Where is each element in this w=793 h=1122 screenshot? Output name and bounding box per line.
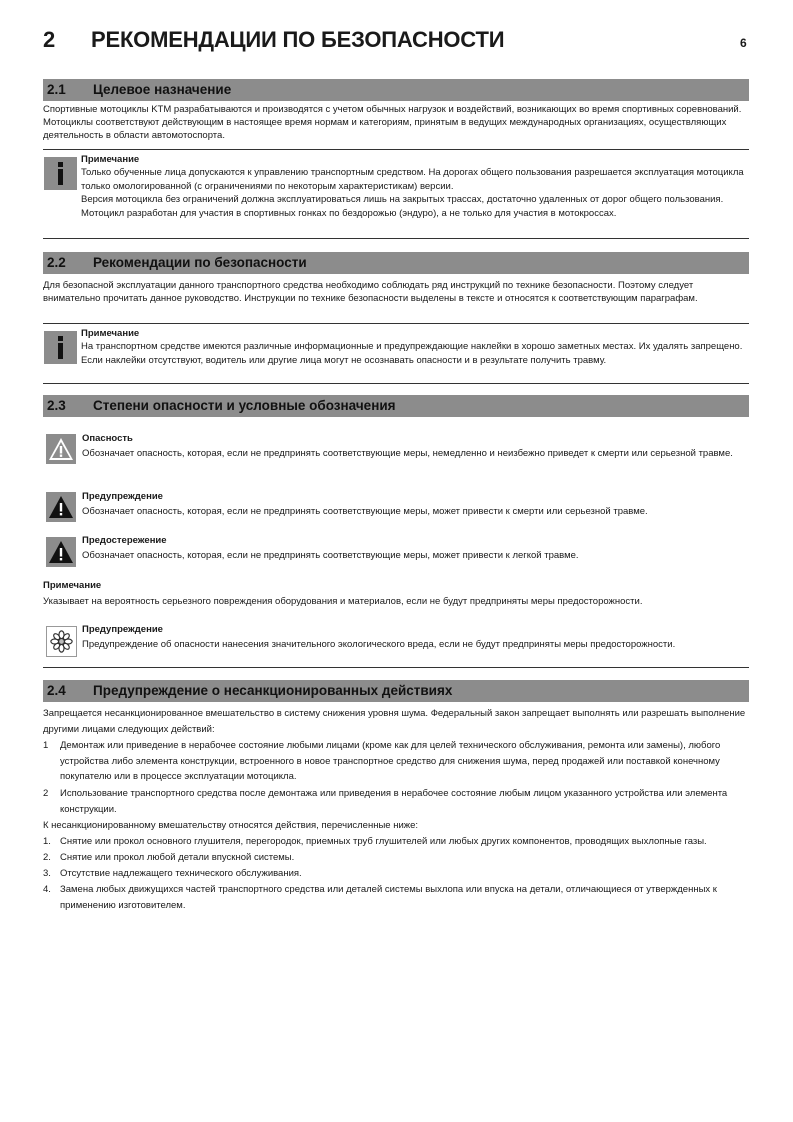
list-item-number: 2.	[43, 852, 51, 863]
note-text: Только обученные лица допускаются к управлению транспортным средством. На дорогах общего пользования разрешается эксплуатация мотоцикла только омологированной (с ограничениями по некоторым характеристикам) версии.	[81, 167, 744, 192]
section-title: Рекомендации по безопасности	[93, 255, 307, 270]
danger-icon	[46, 434, 76, 464]
list-item-number: 2	[43, 788, 49, 799]
environment-text: Предупреждение об опасности нанесения значительного экологического вреда, если не будут предприняты меры предосторожности.	[82, 639, 676, 650]
note-text: Указывает на вероятность серьезного повреждения оборудования и материалов, если не будут предприняты меры предосторожности.	[43, 596, 643, 607]
note-heading: Примечание	[81, 154, 140, 165]
list-item-text: Снятие или прокол основного глушителя, перегородок, приемных труб глушителей или любых других компонентов, проводящих выхлопные газы.	[60, 836, 707, 847]
list-item-number: 3.	[43, 868, 51, 879]
note-heading: Примечание	[81, 328, 140, 339]
caution-heading: Предостережение	[82, 535, 167, 546]
danger-text: Обозначает опасность, которая, если не предпринять соответствующие меры, немедленно и неизбежно приведет к смерти или серьезной травме.	[82, 448, 733, 459]
section-number: 2.4	[47, 683, 66, 698]
note-text: На транспортном средстве имеются различные информационные и предупреждающие наклейки в хорошо заметных местах. Их удалять запрещено. Если наклейки отсутствуют, водитель или другие лица могут не осознавать опасности и в результате получить травму.	[81, 341, 743, 366]
section-title: Степени опасности и условные обозначения	[93, 398, 396, 413]
list-item-text: Демонтаж или приведение в нерабочее состояние любыми лицами (кроме как для целей технического обслуживания, ремонта или замены), любого устройства либо элемента конструкции, встроенного в новое транспортное средство для снижения шума, перед продажей или поставкой конечному покупателю или в процессе эксплуатации мотоцикла.	[60, 740, 721, 782]
list-item-number: 1	[43, 740, 49, 751]
section-2-2-intro: Для безопасной эксплуатации данного транспортного средства необходимо соблюдать ряд инструкций по технике безопасности. Поэтому следует внимательно прочитать данное руководство. Инструкции по технике безопасности выделены в тексте и относятся к соответствующим параграфам.	[43, 280, 698, 304]
section-2-4-intro: Запрещается несанкционированное вмешательство в систему снижения уровня шума. Федеральный закон запрещает выполнять или разрешать выполнение другими лицами следующих действий:	[43, 708, 746, 735]
list-item-text: Отсутствие надлежащего технического обслуживания.	[60, 868, 302, 879]
list-item-number: 4.	[43, 884, 51, 895]
caution-icon	[46, 537, 76, 567]
section-number: 2.1	[47, 82, 66, 97]
divider	[43, 667, 749, 668]
info-icon	[44, 331, 77, 364]
section-title: Предупреждение о несанкционированных действиях	[93, 683, 453, 698]
environment-icon	[46, 626, 77, 657]
note-text: Версия мотоцикла без ограничений должна эксплуатироваться лишь на закрытых трассах, достаточно удаленных от дорог общего пользования. Мотоцикл разработан для участия в спортивных гонках по бездорожью (эндуро), а не только для участия в мотокроссах.	[81, 194, 724, 219]
actions-intro: К несанкционированному вмешательству относятся действия, перечисленные ниже:	[43, 820, 419, 831]
list-item-text: Замена любых движущихся частей транспортного средства или деталей системы выхлопа или впуска на детали, отличающиеся от утвержденных к применению изготовителем.	[60, 884, 717, 911]
list-item-number: 1.	[43, 836, 51, 847]
warning-heading: Предупреждение	[82, 491, 163, 502]
warning-text: Обозначает опасность, которая, если не предпринять соответствующие меры, может привести к смерти или серьезной травме.	[82, 506, 648, 517]
note-block-2-1	[43, 149, 749, 239]
section-2-3-header	[43, 395, 749, 417]
section-2-4-header	[43, 680, 749, 702]
danger-heading: Опасность	[82, 433, 133, 444]
section-2-2-header	[43, 252, 749, 274]
list-item-text: Использование транспортного средства после демонтажа или приведения в нерабочее состояние любым лицом указанного устройства или элемента конструкции.	[60, 788, 728, 815]
environment-heading: Предупреждение	[82, 624, 163, 635]
section-2-1-intro: Спортивные мотоциклы KTM разрабатываются и производятся с учетом обычных нагрузок и воздействий, возникающих во время спортивных соревнований. Мотоциклы соответствуют действующим в настоящее время нормам и категориям, принятым в ведущих международных организациях, осуществляющих деятельность в области автомотоспорта.	[43, 104, 742, 141]
section-number: 2.2	[47, 255, 66, 270]
info-icon	[44, 157, 77, 190]
page-number: 6	[740, 36, 747, 50]
section-2-1-header	[43, 79, 749, 101]
chapter-number: 2	[43, 27, 56, 52]
chapter-title: РЕКОМЕНДАЦИИ ПО БЕЗОПАСНОСТИ	[91, 27, 505, 52]
note-heading: Примечание	[43, 580, 102, 591]
section-number: 2.3	[47, 398, 66, 413]
note-block-2-2	[43, 323, 749, 384]
warning-icon	[46, 492, 76, 522]
list-item-text: Снятие или прокол любой детали впускной системы.	[60, 852, 295, 863]
section-title: Целевое назначение	[93, 82, 232, 97]
caution-text: Обозначает опасность, которая, если не предпринять соответствующие меры, может привести к легкой травме.	[82, 550, 579, 561]
